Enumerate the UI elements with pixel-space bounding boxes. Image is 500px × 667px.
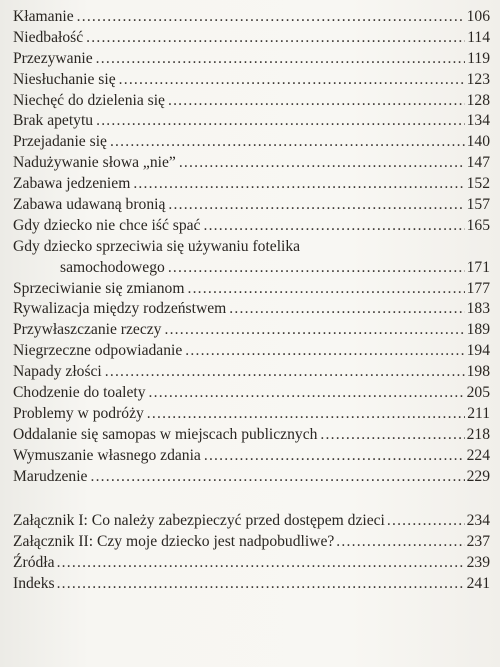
toc-entry-page: 114 — [467, 28, 490, 46]
toc-entry — [13, 111, 490, 132]
toc-entry-page: 198 — [466, 363, 490, 381]
toc-entry-title: Problemy w podróży — [13, 404, 144, 422]
dot-leader — [57, 574, 465, 595]
toc-entry-title: Załącznik I: Co należy zabezpieczyć przed dostępem dzieci — [13, 512, 385, 530]
toc-entry-page: 157 — [466, 196, 490, 214]
toc-entry-title-line2-row — [13, 258, 490, 279]
toc-entry — [13, 383, 490, 404]
section-gap — [13, 487, 490, 511]
toc-entry — [13, 446, 490, 467]
toc-entry — [13, 341, 490, 362]
toc-entry — [13, 174, 490, 195]
dot-leader — [336, 532, 464, 553]
toc-entry-title: Indeks — [13, 575, 55, 593]
dot-leader — [185, 341, 464, 362]
toc-entry-title: Niesłuchanie się — [13, 70, 116, 88]
toc-entry-title: Oddalanie się samopas w miejscach publicznych — [13, 425, 318, 443]
toc-entry-page: 177 — [466, 279, 490, 297]
toc-entry — [13, 91, 490, 112]
dot-leader — [57, 553, 465, 574]
table-of-contents — [13, 7, 490, 595]
toc-entry-title: Wymuszanie własnego zdania — [13, 446, 201, 464]
toc-entry — [13, 153, 490, 174]
toc-entry — [13, 467, 490, 488]
toc-entry-title: Źródła — [13, 554, 55, 572]
dot-leader — [149, 383, 465, 404]
toc-entry-title-line2: samochodowego — [60, 258, 165, 276]
toc-entry-title: Przywłaszczanie rzeczy — [13, 321, 162, 339]
toc-entry — [13, 425, 490, 446]
dot-leader — [168, 91, 465, 112]
toc-entry-page: 205 — [466, 384, 490, 402]
dot-leader — [96, 49, 466, 70]
dot-leader — [105, 362, 465, 383]
dot-leader — [164, 320, 464, 341]
toc-entry — [13, 28, 490, 49]
toc-entry-title: Sprzeciwianie się zmianom — [13, 279, 185, 297]
toc-entry-page: 106 — [466, 8, 490, 25]
toc-entry-page: 128 — [466, 91, 490, 109]
toc-entry-appendix — [13, 553, 490, 574]
toc-entry-page: 239 — [466, 554, 490, 572]
toc-entry-title: Chodzenie do toalety — [13, 384, 146, 402]
toc-entry-title: Niedbałość — [13, 28, 84, 46]
dot-leader — [90, 467, 464, 488]
toc-entry-title: Załącznik II: Czy moje dziecko jest nadpobudliwe? — [13, 533, 335, 551]
dot-leader — [320, 425, 464, 446]
toc-entry — [13, 216, 490, 237]
dot-leader — [187, 279, 464, 300]
toc-entry-title: Niechęć do dzielenia się — [13, 91, 165, 109]
dot-leader — [110, 132, 465, 153]
dot-leader — [168, 195, 464, 216]
toc-entry — [13, 237, 490, 279]
toc-entry — [13, 49, 490, 70]
toc-entry-page: 119 — [467, 49, 490, 67]
toc-entry-appendix — [13, 511, 490, 532]
toc-entry-title: Brak apetytu — [13, 112, 94, 130]
toc-entry-title: Kłamanie — [13, 8, 74, 25]
appendix-section — [13, 511, 490, 595]
dot-leader — [229, 299, 464, 320]
toc-entry-page: 123 — [466, 70, 490, 88]
toc-entry-page: 152 — [466, 175, 490, 193]
toc-entry — [13, 320, 490, 341]
toc-entry — [13, 132, 490, 153]
toc-entry-title: Napady złości — [13, 363, 102, 381]
toc-entry — [13, 70, 490, 91]
toc-entry-title: Niegrzeczne odpowiadanie — [13, 342, 183, 360]
toc-entry-title: Przejadanie się — [13, 133, 107, 151]
dot-leader — [387, 511, 465, 532]
toc-entry-page: 237 — [466, 533, 490, 551]
dot-leader — [77, 7, 465, 28]
dot-leader — [204, 446, 465, 467]
toc-entry-title: Zabawa jedzeniem — [13, 175, 131, 193]
dot-leader — [179, 153, 465, 174]
toc-entry-page: 140 — [466, 133, 490, 151]
toc-entry-title: Gdy dziecko nie chce iść spać — [13, 216, 201, 234]
toc-entry-page: 218 — [466, 425, 490, 443]
toc-entry-page: 229 — [466, 467, 490, 485]
dot-leader — [168, 258, 465, 279]
toc-entry-page: 183 — [466, 300, 490, 318]
toc-entry-title: Przezywanie — [13, 49, 93, 67]
toc-entry — [13, 195, 490, 216]
toc-entry-page: 224 — [466, 446, 490, 464]
toc-entry — [13, 362, 490, 383]
toc-entry-title: Rywalizacja między rodzeństwem — [13, 300, 227, 318]
toc-entry-page: 234 — [466, 512, 490, 530]
dot-leader — [86, 28, 465, 49]
toc-entry-page: 194 — [466, 342, 490, 360]
toc-entry-page: 134 — [466, 112, 490, 130]
toc-entry — [13, 7, 490, 28]
dot-leader — [96, 111, 465, 132]
toc-entry-appendix — [13, 532, 490, 553]
toc-entry-page: 147 — [466, 154, 490, 172]
toc-entry-title: Zabawa udawaną bronią — [13, 196, 166, 214]
toc-entry-title: Nadużywanie słowa „nie” — [13, 154, 176, 172]
dot-leader — [133, 174, 464, 195]
toc-entry — [13, 299, 490, 320]
toc-entry-page: 165 — [466, 216, 490, 234]
toc-entry — [13, 404, 490, 425]
toc-entry — [13, 279, 490, 300]
toc-entry-page: 171 — [466, 258, 490, 276]
toc-entry-page: 189 — [466, 321, 490, 339]
toc-entry-title-line1: Gdy dziecko sprzeciwia się używaniu fotelika — [13, 237, 301, 255]
toc-entry-appendix — [13, 574, 490, 595]
toc-entry-page: 211 — [467, 404, 490, 422]
toc-entry-page: 241 — [466, 575, 490, 593]
dot-leader — [147, 404, 465, 425]
toc-entry-title: Marudzenie — [13, 467, 88, 485]
dot-leader — [119, 70, 465, 91]
dot-leader — [203, 216, 464, 237]
